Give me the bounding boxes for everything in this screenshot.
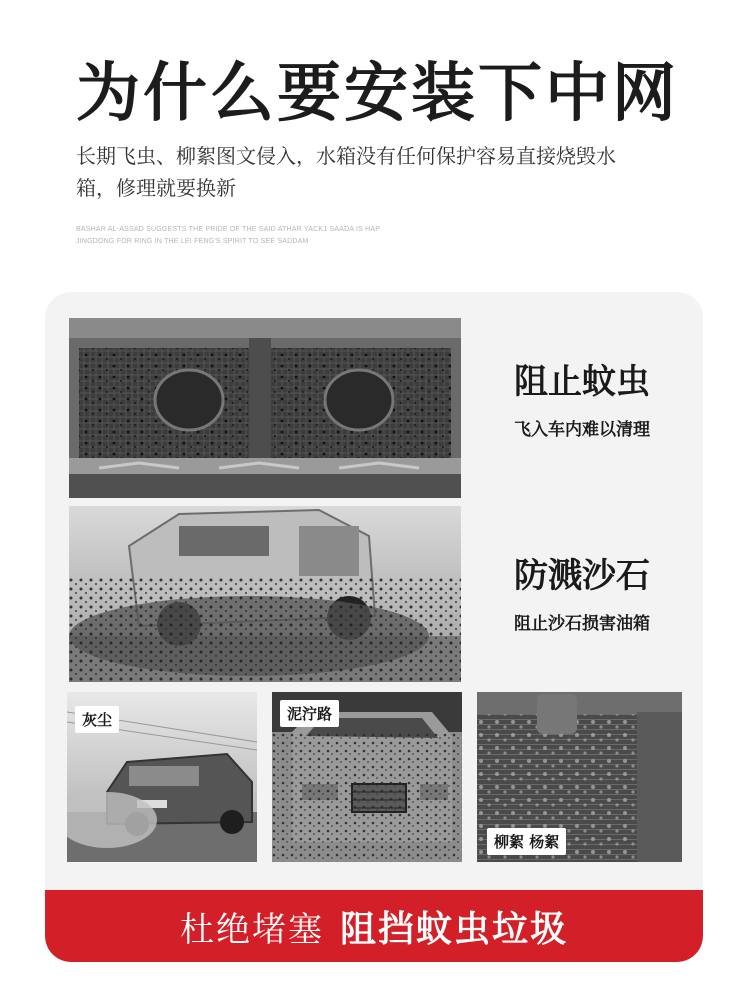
feature-desc-gravel: 阻止沙石损害油箱 — [514, 613, 650, 634]
content-card — [45, 292, 703, 962]
feature-desc-insects: 飞入车内难以清理 — [514, 419, 650, 440]
banner-text-left: 杜绝堵塞 — [179, 909, 324, 950]
feature-title-gravel: 防溅沙石 — [514, 556, 650, 596]
mud-road-photo — [272, 692, 462, 862]
dust-tag: 灰尘 — [75, 706, 119, 733]
dust-photo — [67, 692, 257, 862]
mud-road-tag: 泥泞路 — [280, 700, 339, 727]
feature-block-gravel — [477, 556, 687, 634]
catkins-tag: 柳絮 杨絮 — [487, 828, 566, 855]
offroad-photo — [69, 506, 461, 682]
bottom-banner — [45, 890, 703, 962]
radiator-photo — [69, 318, 461, 498]
catkins-photo — [477, 692, 682, 862]
page-subtitle: 长期飞虫、柳絮图文侵入，水箱没有任何保护容易直接烧毁水箱，修理就要换新 — [76, 144, 616, 200]
feature-title-insects: 阻止蚊虫 — [514, 362, 650, 402]
decorative-fineprint: BASHAR AL-ASSAD SUGGESTS THE PRIDE OF THE SAID ATHAR YACK1 SAADA IS HAP JINGDONG FOR RING IN THE LEI FENG'S SPIRIT TO SEE SADDAM — [76, 226, 381, 245]
page-title: 为什么要安装下中网 — [76, 57, 679, 131]
feature-block-insects — [477, 362, 687, 440]
banner-text-right: 阻挡蚊虫垃圾 — [339, 908, 568, 950]
